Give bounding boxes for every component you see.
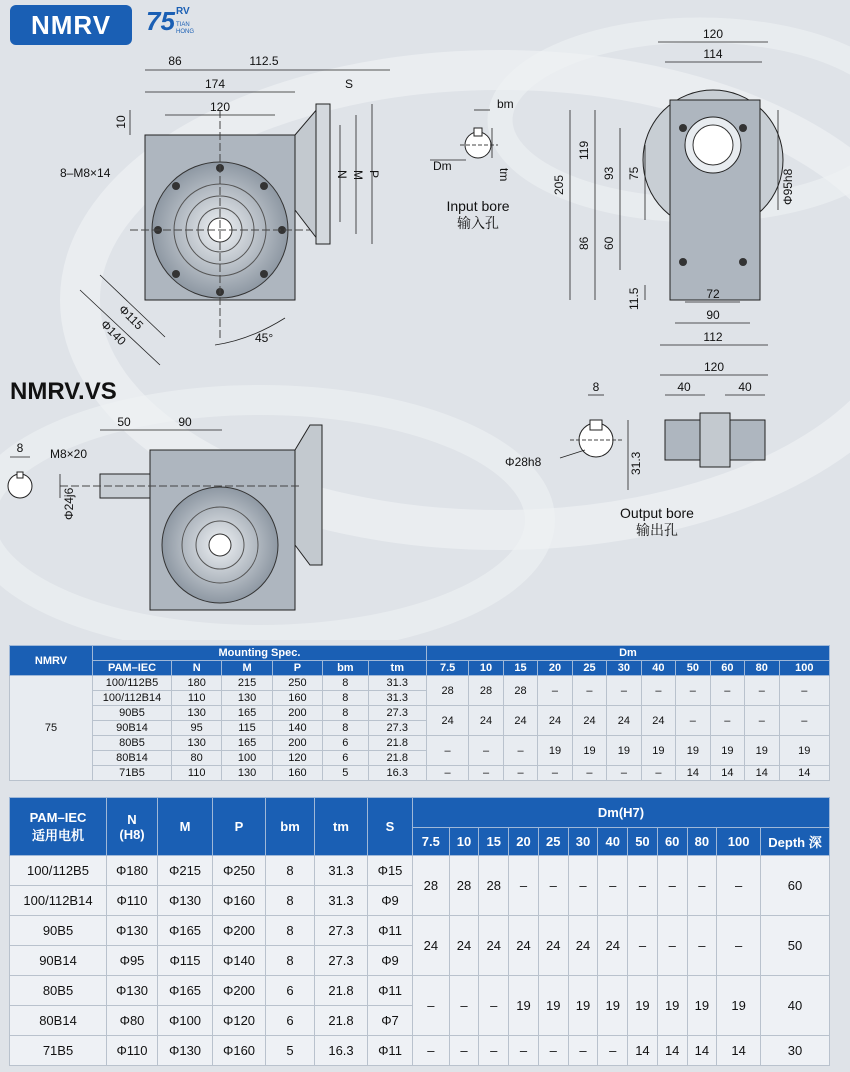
t1-pam: 90B5 — [93, 706, 172, 721]
output-bore-caption-cn: 输出孔 — [636, 522, 678, 538]
t2-pam: 80B5 — [10, 976, 107, 1006]
t1-dm: – — [538, 676, 572, 706]
t2-header-m: M — [158, 798, 213, 856]
output-dim-31-3: 31.3 — [629, 451, 643, 475]
t2-bm: 8 — [266, 886, 315, 916]
t2-pam: 100/112B14 — [10, 886, 107, 916]
t2-dm-size: 7.5 — [413, 828, 450, 856]
t2-dm: 28 — [449, 856, 479, 916]
t2-bm: 6 — [266, 1006, 315, 1036]
input-bore-dm: Dm — [433, 159, 452, 173]
t2-tm: 27.3 — [315, 946, 368, 976]
side-dim-86: 86 — [577, 236, 591, 250]
t1-dm: 24 — [469, 706, 503, 736]
t2-dm: 19 — [717, 976, 761, 1036]
t1-p: 200 — [272, 736, 322, 751]
table-row — [10, 706, 830, 721]
t1-header-dm: Dm — [426, 646, 829, 661]
t1-m: 215 — [222, 676, 272, 691]
t1-dm-size: 7.5 — [426, 661, 468, 676]
t1-bm: 6 — [323, 736, 369, 751]
t2-header-tm: tm — [315, 798, 368, 856]
t1-dm: 19 — [641, 736, 675, 766]
t2-m: Φ130 — [158, 1036, 213, 1066]
t2-dm: 24 — [449, 916, 479, 976]
model-suffix: RV — [176, 6, 190, 17]
t1-p: 200 — [272, 706, 322, 721]
input-bore-bm: bm — [497, 97, 514, 111]
spec-table-compact — [9, 645, 830, 781]
label-n: N — [335, 170, 349, 179]
t2-pam: 90B14 — [10, 946, 107, 976]
t1-p: 250 — [272, 676, 322, 691]
t1-dm-size: 100 — [779, 661, 829, 676]
t1-sub-m: M — [222, 661, 272, 676]
t1-dm: – — [538, 766, 572, 781]
side-dim-205: 205 — [552, 174, 566, 195]
t1-pam: 90B14 — [93, 721, 172, 736]
t2-dm: – — [568, 856, 598, 916]
t1-dm: 24 — [503, 706, 537, 736]
t2-dm: – — [538, 1036, 568, 1066]
t2-dm: – — [413, 1036, 450, 1066]
dim-10: 10 — [114, 115, 128, 129]
model-size-number: 75 — [146, 6, 175, 36]
t2-n: Φ130 — [107, 976, 158, 1006]
vs-dim-90: 90 — [178, 415, 192, 429]
brand-logo-line1: TIAN — [176, 22, 190, 28]
output-bore-caption-en: Output bore — [620, 505, 694, 521]
t1-dm-size: 20 — [538, 661, 572, 676]
t1-m: 165 — [222, 736, 272, 751]
label-p: P — [367, 170, 381, 179]
t2-header-bm: bm — [266, 798, 315, 856]
side-dim-90: 90 — [706, 308, 720, 322]
t1-p: 160 — [272, 766, 322, 781]
t2-dm: 24 — [413, 916, 450, 976]
t2-dm: 24 — [479, 916, 509, 976]
t1-n: 130 — [172, 736, 222, 751]
t2-dm: – — [628, 856, 658, 916]
t2-dm: 19 — [687, 976, 717, 1036]
t1-dm-size: 25 — [572, 661, 606, 676]
t1-dm-size: 30 — [607, 661, 641, 676]
t2-s: Φ11 — [368, 916, 413, 946]
t2-dm-size: 10 — [449, 828, 479, 856]
t2-dm: 28 — [413, 856, 450, 916]
t1-m: 165 — [222, 706, 272, 721]
t1-tm: 21.8 — [368, 736, 426, 751]
t2-header-n-label: N — [127, 811, 137, 827]
t1-dm-size: 10 — [469, 661, 503, 676]
t1-dm: – — [426, 766, 468, 781]
t2-dm: 14 — [717, 1036, 761, 1066]
t2-pam: 100/112B5 — [10, 856, 107, 886]
t2-dm-size: 40 — [598, 828, 628, 856]
t1-dm: – — [745, 676, 779, 706]
side-dim-114: 114 — [703, 47, 723, 61]
t2-m: Φ165 — [158, 916, 213, 946]
t2-dm: – — [538, 856, 568, 916]
table-row — [10, 766, 830, 781]
t2-p: Φ140 — [213, 946, 266, 976]
t1-dm: – — [710, 706, 744, 736]
input-bore-caption-cn: 输入孔 — [457, 215, 499, 231]
table-row — [10, 736, 830, 751]
t2-dm: – — [509, 856, 539, 916]
t2-pam: 71B5 — [10, 1036, 107, 1066]
t2-pam: 80B14 — [10, 1006, 107, 1036]
t2-n: Φ110 — [107, 886, 158, 916]
t1-dm-size: 40 — [641, 661, 675, 676]
t1-dm: – — [572, 766, 606, 781]
label-bolts: 8–M8×14 — [60, 166, 111, 180]
t1-bm: 8 — [323, 691, 369, 706]
t2-header-n — [107, 798, 158, 856]
t1-pam: 80B14 — [93, 751, 172, 766]
vs-dim-50: 50 — [117, 415, 131, 429]
side-dim-120: 120 — [702, 27, 724, 41]
t1-dm: 28 — [426, 676, 468, 706]
t1-dm: 14 — [745, 766, 779, 781]
t1-tm: 31.3 — [368, 691, 426, 706]
t2-dm-size: 60 — [657, 828, 687, 856]
side-dim-93: 93 — [602, 166, 616, 180]
t1-dm: – — [607, 766, 641, 781]
t2-s: Φ11 — [368, 976, 413, 1006]
t2-dm: – — [598, 856, 628, 916]
t2-dm: – — [509, 1036, 539, 1066]
t1-bm: 6 — [323, 751, 369, 766]
t2-depth: 30 — [761, 1036, 830, 1066]
t1-dm: 24 — [426, 706, 468, 736]
t1-dm: 28 — [503, 676, 537, 706]
t1-dm: – — [641, 676, 675, 706]
t1-pam: 100/112B14 — [93, 691, 172, 706]
t2-dm: – — [479, 976, 509, 1036]
t1-dm: – — [469, 736, 503, 766]
output-bore-caption — [602, 505, 712, 539]
side-dim-75: 75 — [627, 166, 641, 180]
table-row — [10, 916, 830, 946]
output-dim-40-right: 40 — [738, 380, 752, 394]
t1-tm: 21.8 — [368, 751, 426, 766]
t1-model-cell: 75 — [10, 676, 93, 781]
t1-dm-size: 15 — [503, 661, 537, 676]
t2-n: Φ95 — [107, 946, 158, 976]
t2-p: Φ200 — [213, 916, 266, 946]
t2-tm: 16.3 — [315, 1036, 368, 1066]
t1-sub-tm: tm — [368, 661, 426, 676]
input-bore-tm: tm — [497, 168, 511, 182]
t2-p: Φ160 — [213, 1036, 266, 1066]
t1-p: 120 — [272, 751, 322, 766]
side-dim-11-5: 11.5 — [627, 287, 641, 310]
t1-dm: 14 — [710, 766, 744, 781]
t1-p: 160 — [272, 691, 322, 706]
t1-dm: 19 — [572, 736, 606, 766]
t2-dm-size: 15 — [479, 828, 509, 856]
vs-dim-phi24: Φ24j6 — [62, 487, 76, 520]
dim-phi140: Φ140 — [97, 317, 129, 349]
t1-dm-size: 80 — [745, 661, 779, 676]
t2-header-pam-cn: 适用电机 — [31, 827, 84, 843]
t1-header-nmrv: NMRV — [10, 646, 93, 676]
t1-dm: – — [426, 736, 468, 766]
dim-174: 174 — [204, 77, 226, 91]
output-dim-8: 8 — [592, 380, 600, 394]
t2-tm: 21.8 — [315, 1006, 368, 1036]
t2-dm: – — [449, 1036, 479, 1066]
t1-dm: 14 — [779, 766, 829, 781]
t1-dm: 19 — [676, 736, 710, 766]
side-dim-60: 60 — [602, 236, 616, 250]
t2-dm: – — [479, 1036, 509, 1066]
t1-dm: – — [572, 676, 606, 706]
t2-bm: 6 — [266, 976, 315, 1006]
t2-tm: 21.8 — [315, 976, 368, 1006]
t2-dm: 19 — [657, 976, 687, 1036]
t2-n: Φ180 — [107, 856, 158, 886]
t2-header-dm: Dm(H7) — [413, 798, 830, 828]
brand-logo-line2: HONG — [176, 29, 194, 35]
t2-dm: 14 — [687, 1036, 717, 1066]
t1-dm: – — [469, 766, 503, 781]
t2-dm: 19 — [538, 976, 568, 1036]
t2-bm: 5 — [266, 1036, 315, 1066]
t2-n: Φ130 — [107, 916, 158, 946]
t1-dm: – — [641, 766, 675, 781]
t2-tm: 27.3 — [315, 916, 368, 946]
t2-dm: 14 — [628, 1036, 658, 1066]
t2-m: Φ115 — [158, 946, 213, 976]
label-s: S — [345, 77, 354, 91]
side-dim-112: 112 — [703, 330, 723, 344]
t2-s: Φ9 — [368, 886, 413, 916]
t2-p: Φ200 — [213, 976, 266, 1006]
t1-n: 180 — [172, 676, 222, 691]
t1-bm: 8 — [323, 676, 369, 691]
t2-m: Φ165 — [158, 976, 213, 1006]
t1-p: 140 — [272, 721, 322, 736]
t1-sub-n: N — [172, 661, 222, 676]
t2-s: Φ9 — [368, 946, 413, 976]
t1-sub-p: P — [272, 661, 322, 676]
t1-dm: 28 — [469, 676, 503, 706]
vs-label-m8x20: M8×20 — [50, 447, 88, 461]
t2-n: Φ110 — [107, 1036, 158, 1066]
t2-dm: 19 — [628, 976, 658, 1036]
t1-m: 130 — [222, 691, 272, 706]
t1-dm: 19 — [745, 736, 779, 766]
t1-dm: 24 — [572, 706, 606, 736]
t1-dm: 19 — [779, 736, 829, 766]
t1-dm: 19 — [710, 736, 744, 766]
t2-pam: 90B5 — [10, 916, 107, 946]
t2-header-p: P — [213, 798, 266, 856]
t1-dm: 19 — [607, 736, 641, 766]
vs-dim-8: 8 — [16, 441, 24, 455]
t1-header-mounting: Mounting Spec. — [93, 646, 427, 661]
side-dim-72: 72 — [706, 287, 720, 301]
t1-n: 110 — [172, 766, 222, 781]
t2-s: Φ7 — [368, 1006, 413, 1036]
t2-dm: – — [598, 1036, 628, 1066]
t2-tm: 31.3 — [315, 886, 368, 916]
t2-dm: 24 — [598, 916, 628, 976]
t2-bm: 8 — [266, 916, 315, 946]
t2-m: Φ130 — [158, 886, 213, 916]
t1-sub-pam: PAM–IEC — [93, 661, 172, 676]
t2-header-s: S — [368, 798, 413, 856]
t1-dm: – — [676, 676, 710, 706]
t2-header-pam — [10, 798, 107, 856]
t1-n: 110 — [172, 691, 222, 706]
t2-dm-size: 20 — [509, 828, 539, 856]
t1-dm: 14 — [676, 766, 710, 781]
t2-tm: 31.3 — [315, 856, 368, 886]
t1-n: 95 — [172, 721, 222, 736]
vs-section-title: NMRV.VS — [10, 378, 117, 405]
t1-m: 130 — [222, 766, 272, 781]
t1-dm: – — [779, 706, 829, 736]
dim-86: 86 — [168, 54, 182, 68]
t1-dm-size: 50 — [676, 661, 710, 676]
t2-dm: – — [657, 916, 687, 976]
t1-dm: – — [745, 706, 779, 736]
table-row — [10, 1036, 830, 1066]
t2-dm: 24 — [509, 916, 539, 976]
t1-tm: 27.3 — [368, 721, 426, 736]
t1-dm: 24 — [641, 706, 675, 736]
t2-dm: – — [657, 856, 687, 916]
t2-header-n-tol: (H8) — [119, 826, 145, 842]
t1-dm: – — [710, 676, 744, 706]
t2-dm: 19 — [509, 976, 539, 1036]
dim-120: 120 — [209, 100, 231, 114]
label-m: M — [351, 170, 365, 180]
t2-dm: – — [628, 916, 658, 976]
t2-dm-size: 80 — [687, 828, 717, 856]
t1-bm: 5 — [323, 766, 369, 781]
t1-dm: – — [676, 706, 710, 736]
t1-dm: 24 — [538, 706, 572, 736]
t1-tm: 16.3 — [368, 766, 426, 781]
table-row — [10, 856, 830, 886]
t2-depth: 60 — [761, 856, 830, 916]
t2-dm: – — [717, 916, 761, 976]
t1-dm: – — [503, 736, 537, 766]
t1-n: 80 — [172, 751, 222, 766]
t2-dm: 14 — [657, 1036, 687, 1066]
t2-bm: 8 — [266, 946, 315, 976]
t1-pam: 80B5 — [93, 736, 172, 751]
t1-pam: 71B5 — [93, 766, 172, 781]
t2-p: Φ160 — [213, 886, 266, 916]
output-dim-phi28: Φ28h8 — [505, 455, 542, 469]
t2-m: Φ100 — [158, 1006, 213, 1036]
t1-dm: 24 — [607, 706, 641, 736]
t1-dm: – — [503, 766, 537, 781]
t2-dm: 24 — [538, 916, 568, 976]
t1-bm: 8 — [323, 706, 369, 721]
t1-n: 130 — [172, 706, 222, 721]
t1-tm: 27.3 — [368, 706, 426, 721]
t2-bm: 8 — [266, 856, 315, 886]
output-dim-120: 120 — [703, 360, 725, 374]
t1-sub-bm: bm — [323, 661, 369, 676]
output-dim-40-left: 40 — [677, 380, 691, 394]
t2-dm: 19 — [568, 976, 598, 1036]
t2-dm-size: 30 — [568, 828, 598, 856]
t2-dm: – — [687, 916, 717, 976]
t2-s: Φ11 — [368, 1036, 413, 1066]
table-row — [10, 676, 830, 691]
t1-pam: 100/112B5 — [93, 676, 172, 691]
t2-p: Φ120 — [213, 1006, 266, 1036]
t1-m: 100 — [222, 751, 272, 766]
t2-dm: 28 — [479, 856, 509, 916]
t2-m: Φ215 — [158, 856, 213, 886]
model-series-badge: NMRV — [10, 5, 132, 45]
t2-n: Φ80 — [107, 1006, 158, 1036]
t2-dm-size: 50 — [628, 828, 658, 856]
dim-112-5: 112.5 — [249, 54, 279, 68]
side-dim-phi95: Φ95h8 — [781, 168, 795, 205]
t2-depth: 40 — [761, 976, 830, 1036]
t2-dm: – — [449, 976, 479, 1036]
dim-angle-45: 45° — [255, 331, 274, 345]
t2-dm: – — [717, 856, 761, 916]
t2-depth: 50 — [761, 916, 830, 976]
t1-bm: 8 — [323, 721, 369, 736]
t2-dm: 19 — [598, 976, 628, 1036]
t2-header-pam-en: PAM–IEC — [29, 809, 87, 825]
t1-tm: 31.3 — [368, 676, 426, 691]
t2-dm-size: 25 — [538, 828, 568, 856]
table-row — [10, 976, 830, 1006]
spec-table-detailed — [9, 797, 830, 1066]
t1-m: 115 — [222, 721, 272, 736]
t1-dm: – — [607, 676, 641, 706]
t2-dm: – — [413, 976, 450, 1036]
t2-s: Φ15 — [368, 856, 413, 886]
t1-dm: 19 — [538, 736, 572, 766]
t2-p: Φ250 — [213, 856, 266, 886]
t2-dm-size: 100 — [717, 828, 761, 856]
side-dim-119: 119 — [577, 140, 591, 160]
t1-dm: – — [779, 676, 829, 706]
t2-dm: – — [568, 1036, 598, 1066]
t1-dm-size: 60 — [710, 661, 744, 676]
t2-dm: – — [687, 856, 717, 916]
dim-phi115: Φ115 — [115, 302, 147, 333]
t2-header-depth: Depth 深 — [761, 828, 830, 856]
input-bore-caption-en: Input bore — [446, 198, 510, 214]
t2-dm: 24 — [568, 916, 598, 976]
